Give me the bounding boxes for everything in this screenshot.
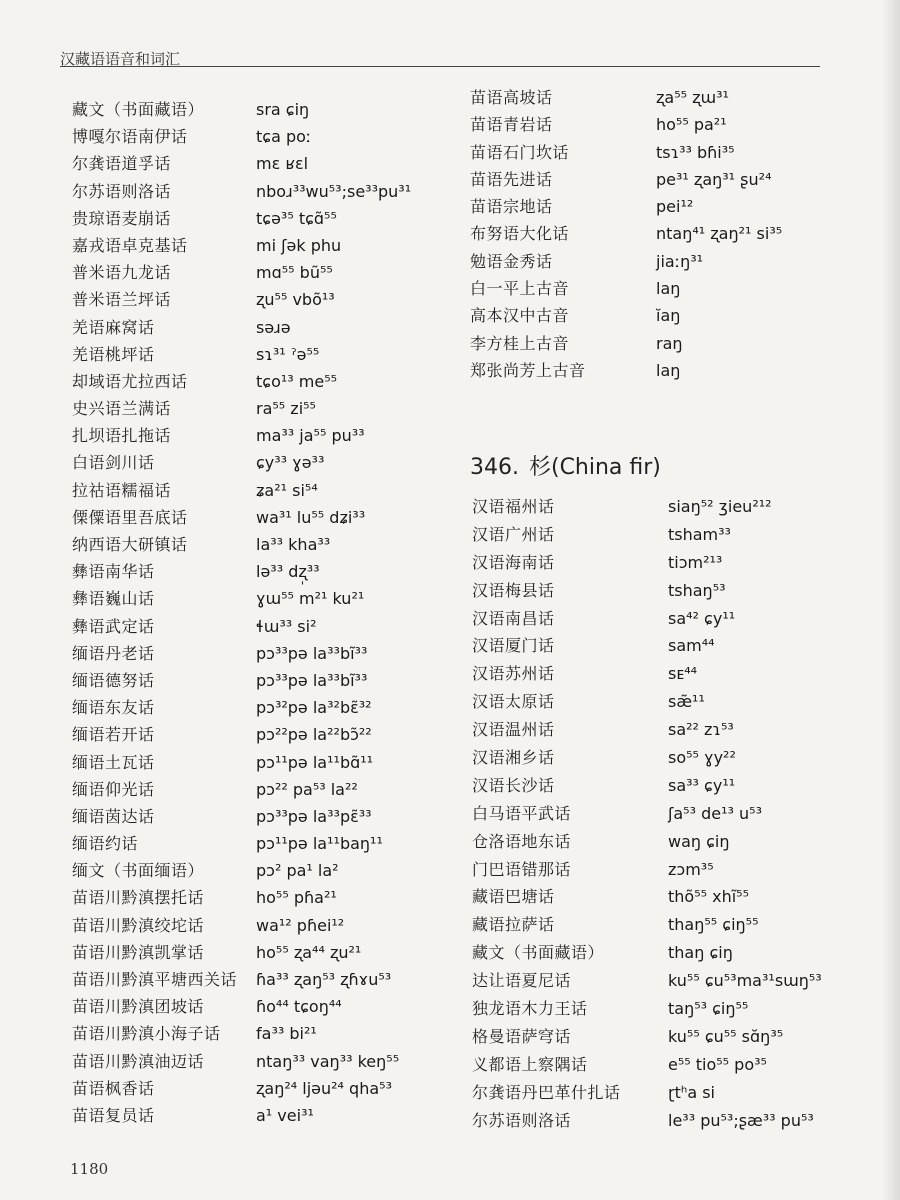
dialect-label: 藏文（书面藏语） <box>72 100 205 119</box>
phonetic-form: zɔm³⁵ <box>668 859 714 879</box>
dialect-label: 苗语川黔滇绞坨话 <box>72 915 205 935</box>
entry-row <box>72 260 442 287</box>
dialect-label: 苗语川黔滇凯掌话 <box>72 942 205 962</box>
entry-row <box>72 124 442 151</box>
phonetic-form: tsɿ³³ bɦi³⁵ <box>656 142 735 162</box>
phonetic-form: le³³ pu⁵³;ʂæ³³ pu⁵³ <box>668 1110 814 1130</box>
dialect-label: 普米语兰坪话 <box>72 290 172 310</box>
dialect-label: 缅语茵达话 <box>72 806 155 826</box>
entry-row <box>472 522 882 550</box>
phonetic-form: sa²² zɿ⁵³ <box>668 720 734 740</box>
entry-row <box>72 206 442 233</box>
entry-row <box>72 668 442 695</box>
entry-row <box>472 689 882 717</box>
phonetic-form: laŋ <box>656 279 681 299</box>
entry-row <box>472 829 882 857</box>
phonetic-form: pe³¹ ʐaŋ³¹ ʂu²⁴ <box>656 169 772 189</box>
entry-row <box>72 342 442 369</box>
phonetic-form: pɔ³²pə la³²bɛ̃³² <box>256 698 372 718</box>
phonetic-form: ho⁵⁵ ʐa⁴⁴ ʐu²¹ <box>256 942 362 962</box>
phonetic-form: pɔ²² pa⁵³ la²² <box>256 779 358 799</box>
dialect-label: 汉语温州话 <box>472 720 555 740</box>
phonetic-form: ntaŋ⁴¹ ʐaŋ²¹ si³⁵ <box>656 224 783 244</box>
phonetic-form: tɕa poː <box>256 127 312 147</box>
running-header: 汉藏语语音和词汇 <box>60 50 181 68</box>
phonetic-form: ɽtʰa si <box>668 1082 715 1102</box>
phonetic-form: la³³ kha³³ <box>256 535 331 554</box>
entry-row <box>472 773 882 801</box>
entry-row <box>72 287 442 314</box>
phonetic-form: mi ʃək phu <box>256 235 342 255</box>
entry-row <box>470 112 880 139</box>
dialect-label: 嘉戎语卓克基话 <box>72 235 188 255</box>
phonetic-form: ho⁵⁵ pɦa²¹ <box>256 888 337 908</box>
dialect-label: 缅语德努话 <box>72 670 155 690</box>
entry-row <box>472 606 882 634</box>
phonetic-form: tiɔm²¹³ <box>668 552 723 572</box>
dialect-label: 汉语海南话 <box>472 552 555 572</box>
dialect-label: 苗语高坡话 <box>470 88 553 107</box>
entry-row <box>72 315 442 342</box>
entry-row <box>72 831 442 858</box>
phonetic-form: ʑa²¹ si⁵⁴ <box>256 480 318 500</box>
dialect-label: 缅语东友话 <box>72 698 155 718</box>
dialect-label: 史兴语兰满话 <box>72 399 172 419</box>
phonetic-form: nboɹ³³wu⁵³;se³³pu³¹ <box>256 181 412 201</box>
phonetic-form: taŋ⁵³ ɕiŋ⁵⁵ <box>668 999 749 1019</box>
dialect-label: 缅语若开话 <box>72 725 155 745</box>
phonetic-form: pɔ¹¹pə la¹¹baŋ¹¹ <box>256 834 383 854</box>
entry-row <box>472 578 882 606</box>
entry-row <box>72 1076 442 1103</box>
entry-row <box>72 450 442 477</box>
dialect-label: 白一平上古音 <box>470 279 570 299</box>
entry-row <box>472 940 882 968</box>
phonetic-form: siaŋ⁵² ʒieu²¹² <box>668 497 772 516</box>
entry-row <box>72 233 442 260</box>
phonetic-form: fa³³ bi²¹ <box>256 1024 317 1044</box>
dialect-label: 汉语梅县话 <box>472 580 555 600</box>
dialect-label: 苗语复员话 <box>72 1105 155 1125</box>
phonetic-form: tshaŋ⁵³ <box>668 580 726 600</box>
dialect-label: 却域语尤拉西话 <box>72 371 188 391</box>
phonetic-form: mɑ⁵⁵ bũ⁵⁵ <box>256 263 333 283</box>
phonetic-form: ma³³ ja⁵⁵ pu³³ <box>256 426 365 446</box>
dialect-label: 彝语南华话 <box>72 562 155 582</box>
dialect-label: 独龙语木力王话 <box>472 999 588 1019</box>
section-title: 杉(China fir) <box>528 455 661 480</box>
entry-row <box>470 303 880 330</box>
phonetic-form: pɔ¹¹pə la¹¹bɑ̃¹¹ <box>256 752 374 772</box>
phonetic-form: e⁵⁵ tio⁵⁵ po³⁵ <box>668 1054 767 1074</box>
phonetic-form: ĭaŋ <box>656 306 681 326</box>
entry-row <box>470 167 880 194</box>
phonetic-form: raŋ <box>656 333 683 353</box>
phonetic-form: waŋ ɕiŋ <box>668 831 730 851</box>
dialect-label: 藏语拉萨话 <box>472 915 555 935</box>
phonetic-form: thõ⁵⁵ xhĩ⁵⁵ <box>668 887 749 907</box>
entry-row <box>72 614 442 641</box>
entry-row <box>72 641 442 668</box>
entry-row <box>72 369 442 396</box>
phonetic-form: wa³¹ lu⁵⁵ dʑi³³ <box>256 507 366 527</box>
dialect-label: 彝语武定话 <box>72 616 155 636</box>
entry-row <box>72 940 442 967</box>
phonetic-form: tɕo¹³ me⁵⁵ <box>256 371 338 391</box>
dialect-label: 义都语上察隅话 <box>472 1054 588 1074</box>
dialect-label: 博嘎尔语南伊话 <box>72 127 188 147</box>
dialect-label: 苗语川黔滇小海子话 <box>72 1024 221 1044</box>
phonetic-form: ʐu⁵⁵ vbõ¹³ <box>256 290 335 310</box>
phonetic-form: sam⁴⁴ <box>668 636 715 656</box>
dialect-label: 羌语桃坪话 <box>72 344 155 364</box>
phonetic-form: a¹ vei³¹ <box>256 1105 314 1125</box>
entry-row <box>72 804 442 831</box>
phonetic-form: ra⁵⁵ zi⁵⁵ <box>256 399 316 419</box>
entry-row <box>472 745 882 773</box>
left-column <box>72 97 442 1130</box>
dialect-label: 门巴语错那话 <box>472 859 572 879</box>
phonetic-form: pɔ³³pə la³³pɛ̃³³ <box>256 806 372 826</box>
dialect-label: 布努语大化话 <box>470 224 570 244</box>
dialect-label: 普米语九龙话 <box>72 263 172 283</box>
entry-row <box>72 967 442 994</box>
entry-row <box>72 97 442 124</box>
entry-row <box>472 1024 882 1052</box>
page-number: 1180 <box>70 1160 109 1178</box>
phonetic-form: ku⁵⁵ ɕu⁵³ma³¹sɯŋ⁵³ <box>668 971 822 991</box>
dialect-label: 苗语川黔滇团坡话 <box>72 997 205 1017</box>
header-rule <box>60 66 820 67</box>
dialect-label: 仓洛语地东话 <box>472 831 572 851</box>
phonetic-form: pɔ³³pə la³³bĩ³³ <box>256 670 368 690</box>
dialect-label: 缅语土瓦话 <box>72 752 155 772</box>
dialect-label: 汉语福州话 <box>472 497 555 516</box>
entry-row <box>472 550 882 578</box>
phonetic-form: wa¹² pɦei¹² <box>256 915 345 935</box>
entry-row <box>472 1108 882 1136</box>
dialect-label: 白语剑川话 <box>72 453 155 473</box>
dialect-label: 汉语南昌话 <box>472 608 555 628</box>
phonetic-form: sa⁴² ɕy¹¹ <box>668 608 736 628</box>
entry-row <box>72 179 442 206</box>
dialect-label: 尔龚语丹巴革什扎话 <box>472 1082 621 1102</box>
dialect-label: 汉语苏州话 <box>472 664 555 684</box>
entry-row <box>472 996 882 1024</box>
dialect-label: 李方桂上古音 <box>470 333 570 353</box>
phonetic-form: pei¹² <box>656 197 694 217</box>
phonetic-form: ho⁵⁵ pa²¹ <box>656 115 727 135</box>
phonetic-form: sra ɕiŋ <box>256 100 310 119</box>
entry-row <box>472 884 882 912</box>
entry-row <box>472 968 882 996</box>
phonetic-form: ɦo⁴⁴ tɕoŋ⁴⁴ <box>256 997 342 1017</box>
entry-row <box>72 532 442 559</box>
dialect-label: 苗语青岩话 <box>470 115 553 135</box>
phonetic-form: laŋ <box>656 360 681 380</box>
dialect-label: 汉语太原话 <box>472 692 555 712</box>
dialect-label: 尔苏语则洛话 <box>72 181 172 201</box>
section-heading <box>470 450 661 481</box>
entry-row <box>472 494 882 522</box>
phonetic-form: lə³³ dʐ̩³³ <box>256 562 320 582</box>
dialect-label: 缅语丹老话 <box>72 643 155 663</box>
dialect-label: 尔苏语则洛话 <box>472 1110 572 1130</box>
phonetic-form: pɔ²²pə la²²bɔ̃²² <box>256 725 372 745</box>
entry-row <box>470 194 880 221</box>
dialect-label: 苗语枫香话 <box>72 1078 155 1098</box>
phonetic-form: ʐaŋ²⁴ ljəu²⁴ qha⁵³ <box>256 1078 392 1098</box>
dialect-label: 苗语川黔滇平塘西关话 <box>72 970 238 989</box>
entry-row <box>72 858 442 885</box>
entry-row <box>470 140 880 167</box>
section-number: 346. <box>470 455 519 480</box>
dialect-label: 缅语约话 <box>72 834 139 854</box>
dialect-label: 缅文（书面缅语） <box>72 861 205 881</box>
entry-row <box>72 151 442 178</box>
phonetic-form: sᴇ⁴⁴ <box>668 664 698 684</box>
phonetic-form: tsham³³ <box>668 524 731 544</box>
entry-row <box>470 85 880 112</box>
phonetic-form: ʃa⁵³ de¹³ u⁵³ <box>668 803 762 823</box>
phonetic-form: sa³³ ɕy¹¹ <box>668 775 736 795</box>
phonetic-form: mɛ ʁɛl <box>256 154 309 174</box>
phonetic-form: ɣɯ⁵⁵ m²¹ ku²¹ <box>256 589 365 609</box>
entry-row <box>472 801 882 829</box>
entry-row <box>472 661 882 689</box>
phonetic-form: sæ̃¹¹ <box>668 692 705 712</box>
phonetic-form: so⁵⁵ ɣy²² <box>668 748 736 768</box>
phonetic-form: ku⁵⁵ ɕu⁵⁵ sɑ̆ŋ³⁵ <box>668 1026 784 1046</box>
entry-row <box>72 559 442 586</box>
phonetic-form: pɔ² pa¹ la² <box>256 861 339 881</box>
dialect-label: 高本汉中古音 <box>470 306 570 326</box>
phonetic-form: pɔ³³pə la³³bĩ³³ <box>256 643 368 663</box>
dialect-label: 藏文（书面藏语） <box>472 943 605 963</box>
entry-row <box>72 777 442 804</box>
entry-row <box>72 1049 442 1076</box>
entry-row <box>470 249 880 276</box>
entry-row <box>72 722 442 749</box>
dialect-label: 羌语麻窝话 <box>72 317 155 337</box>
phonetic-form: sɿ³¹ ˀə⁵⁵ <box>256 344 320 364</box>
dialect-label: 贵琼语麦崩话 <box>72 208 172 228</box>
dialect-label: 汉语湘乡话 <box>472 748 555 768</box>
entry-row <box>472 1052 882 1080</box>
dialect-label: 达让语夏尼话 <box>472 971 572 991</box>
dialect-label: 白马语平武话 <box>472 803 572 823</box>
entry-row <box>72 750 442 777</box>
dialect-label: 苗语先进话 <box>470 169 553 189</box>
dialect-label: 拉祜语糯福话 <box>72 480 172 500</box>
dialect-label: 苗语川黔滇摆托话 <box>72 888 205 908</box>
entry-row <box>72 505 442 532</box>
dialect-label: 傈僳语里吾底话 <box>72 507 188 527</box>
entry-row <box>472 912 882 940</box>
phonetic-form: thaŋ⁵⁵ ɕiŋ⁵⁵ <box>668 915 759 935</box>
dialect-label: 苗语宗地话 <box>470 197 553 217</box>
entry-row <box>72 478 442 505</box>
entry-row <box>470 221 880 248</box>
entry-row <box>472 857 882 885</box>
entry-row <box>72 396 442 423</box>
entry-row <box>72 1021 442 1048</box>
phonetic-form: ʐa⁵⁵ ʐɯ³¹ <box>656 88 729 107</box>
dialect-label: 郑张尚芳上古音 <box>470 360 586 380</box>
entry-row <box>72 885 442 912</box>
entry-row <box>472 1080 882 1108</box>
phonetic-form: ɕy³³ ɣə³³ <box>256 453 325 473</box>
entry-row <box>72 1103 442 1130</box>
entry-row <box>72 423 442 450</box>
dialect-label: 苗语川黔滇油迈话 <box>72 1051 205 1071</box>
phonetic-form: thaŋ ɕiŋ <box>668 943 733 963</box>
dialect-label: 扎坝语扎拖话 <box>72 426 172 446</box>
entry-row <box>472 633 882 661</box>
entry-row <box>72 695 442 722</box>
dialect-label: 汉语广州话 <box>472 524 555 544</box>
phonetic-form: səɹə <box>256 317 291 337</box>
entry-row <box>470 358 880 385</box>
dialect-label: 苗语石门坎话 <box>470 142 570 162</box>
dialect-label: 纳西语大研镇话 <box>72 535 188 554</box>
dialect-label: 缅语仰光话 <box>72 779 155 799</box>
dialect-label: 汉语厦门话 <box>472 636 555 656</box>
dialect-label: 尔龚语道孚话 <box>72 154 172 174</box>
entry-row <box>72 586 442 613</box>
phonetic-form: ɦa³³ ʐaŋ⁵³ ʐɦɤu⁵³ <box>256 970 392 989</box>
dialect-label: 藏语巴塘话 <box>472 887 555 907</box>
right-column-top <box>470 85 880 385</box>
entry-row <box>470 331 880 358</box>
dialect-label: 格曼语萨穹话 <box>472 1026 572 1046</box>
entry-row <box>72 913 442 940</box>
entry-row <box>470 276 880 303</box>
phonetic-form: ɬɯ³³ si² <box>256 616 317 636</box>
phonetic-form: tɕə³⁵ tɕɑ̃⁵⁵ <box>256 208 337 228</box>
page-edge-shadow <box>882 0 900 1200</box>
phonetic-form: ntaŋ³³ vaŋ³³ keŋ⁵⁵ <box>256 1051 400 1071</box>
entry-row <box>472 717 882 745</box>
dialect-label: 汉语长沙话 <box>472 775 555 795</box>
phonetic-form: jiaːŋ³¹ <box>656 251 704 271</box>
dialect-label: 勉语金秀话 <box>470 251 553 271</box>
entry-row <box>72 994 442 1021</box>
right-column-bottom <box>472 494 882 1135</box>
dialect-label: 彝语巍山话 <box>72 589 155 609</box>
